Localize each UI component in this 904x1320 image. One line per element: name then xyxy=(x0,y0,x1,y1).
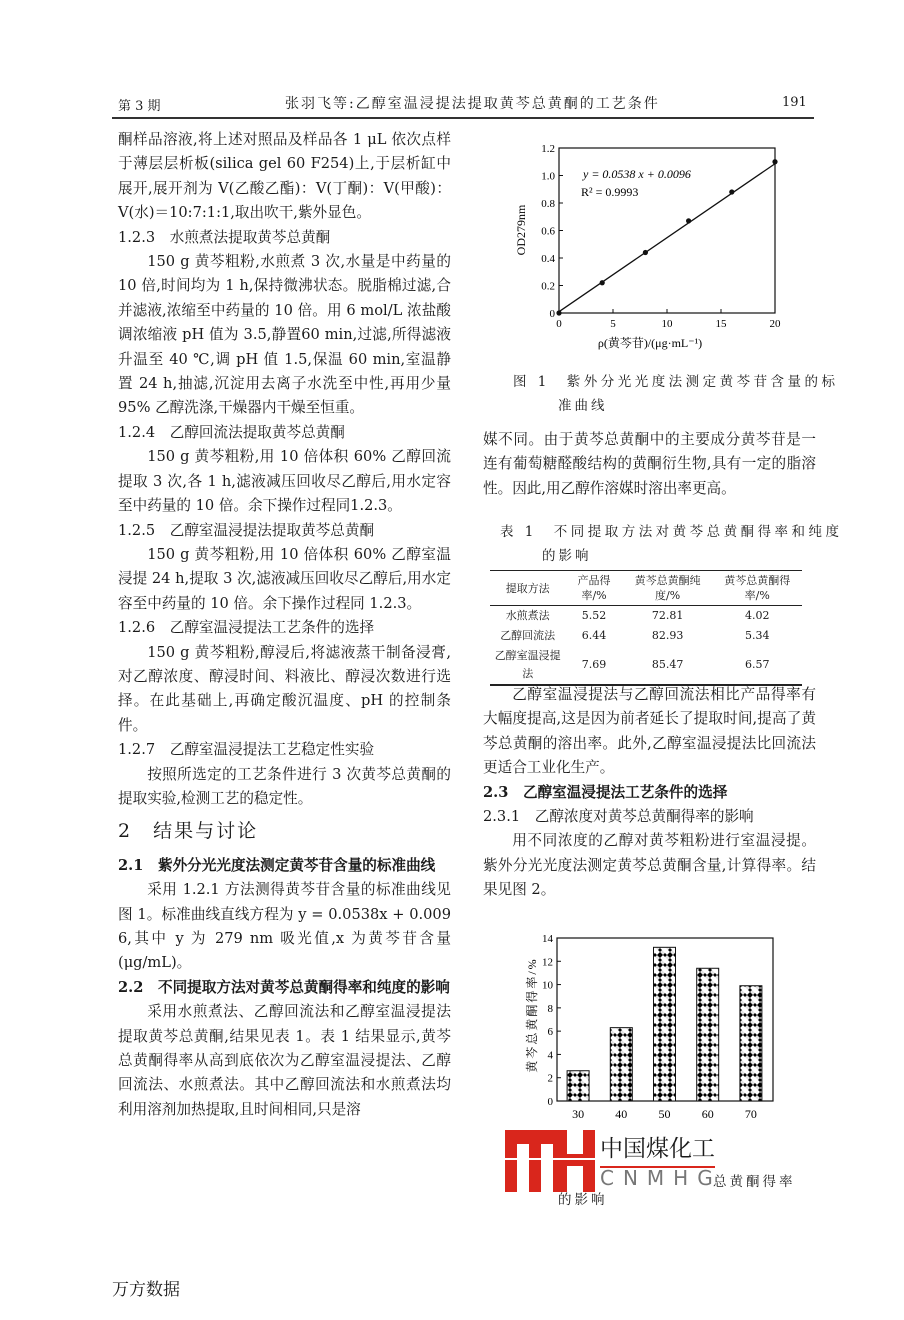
y-tick-label: 10 xyxy=(542,979,553,992)
paragraph: 酮样品溶液,将上述对照品及样品各 1 μL 依次点样于薄层层析板(silica gel 60 F254)上,于层析缸中展开,展开剂为 V(乙酸乙酯)：V(丁酮)：V(甲酸)：V(水)＝10:7:1:1,取出吹干,紫外显色。 xyxy=(118,131,451,222)
section-heading: 1.2.4 乙醇回流法提取黄芩总黄酮 xyxy=(118,423,345,441)
paragraph: 150 g 黄芩粗粉,用 10 倍体积 60% 乙醇室温浸提 24 h,提取 3 次,滤液减压回收尽乙醇后,用水定容至中药量的 10 倍。余下操作过程同 1.2.3。 xyxy=(118,545,451,612)
x-tick-label: 60 xyxy=(701,1107,714,1121)
table-1-caption: 表 1 不同提取方法对黄芩总黄酮得率和纯度的影响 xyxy=(500,524,842,564)
table-cell: 乙醇室温浸提法 xyxy=(494,649,561,680)
table-1 xyxy=(490,570,802,686)
x-tick-label: 40 xyxy=(615,1107,628,1121)
section-heading: 1.2.6 乙醇室温浸提法工艺条件的选择 xyxy=(118,619,375,637)
figure-2-chart xyxy=(490,925,800,1125)
bar xyxy=(567,1071,589,1101)
paragraph: 150 g 黄芩粗粉,水煎煮 3 次,水量是中药量的 10 倍,时间均为 1 h,保持微沸状态。脱脂棉过滤,合并滤液,浓缩至中药量的 10 倍。用 6 mol/L 浓盐酸调浓缩液 pH 值为 3.5,静置60 min,过滤,所得滤液升温至 40 ℃,调 pH 值 1.5,保温 60 min,室温静置 24 h,抽滤,沉淀用去离子水洗至中性,再用少量 95% 乙醇洗涤,干燥器内干燥至恒重。 xyxy=(118,253,451,417)
issue-number: 第 3 期 xyxy=(118,99,161,114)
section-heading: 2.2 不同提取方法对黄芩总黄酮得率和纯度的影响 xyxy=(118,978,450,996)
table-cell: 72.81 xyxy=(651,609,684,622)
y-tick-label: 1.2 xyxy=(541,143,555,155)
table-cell: 乙醇回流法 xyxy=(500,629,556,642)
x-tick-label: 50 xyxy=(658,1107,671,1121)
y-axis-label: OD279nm xyxy=(514,204,528,256)
table-cell: 5.52 xyxy=(581,609,607,622)
section-heading: 2.3.1 乙醇浓度对黄芩总黄酮得率的影响 xyxy=(483,808,754,826)
fit-equation: y = 0.0538 x + 0.0096 xyxy=(583,167,691,181)
table-cell: 水煎煮法 xyxy=(505,609,550,622)
table-cell: 7.69 xyxy=(581,658,607,671)
table-row xyxy=(490,626,802,646)
right-column xyxy=(483,428,816,501)
table-header: 产品得率/% xyxy=(577,574,611,602)
figure-1-caption: 图 1 紫外分光光度法测定黄芩苷含量的标准曲线 xyxy=(513,374,838,414)
y-tick-label: 6 xyxy=(547,1026,553,1039)
section-heading: 2.1 紫外分光光度法测定黄芩苷含量的标准曲线 xyxy=(118,856,436,874)
y-tick-label: 0 xyxy=(547,1096,553,1108)
section-heading: 1.2.7 乙醇室温浸提法工艺稳定性实验 xyxy=(118,741,375,759)
table-row xyxy=(490,646,802,685)
paragraph: 媒不同。由于黄芩总黄酮中的主要成分黄芩苷是一连有葡萄糖醛酸结构的黄酮衍生物,具有一定的脂溶性。因此,用乙醇作溶媒时溶出率更高。 xyxy=(483,431,816,497)
bar xyxy=(610,1028,632,1101)
y-tick-label: 0.6 xyxy=(541,225,555,238)
section-heading: 2.3 乙醇室温浸提法工艺条件的选择 xyxy=(483,783,728,801)
x-tick-label: 5 xyxy=(610,318,616,330)
bar xyxy=(697,968,719,1101)
section-heading: 1.2.5 乙醇室温浸提法提取黄芩总黄酮 xyxy=(118,521,375,539)
table-cell: 5.34 xyxy=(744,629,770,642)
bar xyxy=(654,947,676,1101)
paragraph: 采用 1.2.1 方法测得黄芩苷含量的标准曲线见图 1。标准曲线直线方程为 y = 0.0538x + 0.009 6,其中 y 为 279 nm 吸光值,x 为黄芩苷含量(μg/mL)。 xyxy=(118,881,451,972)
y-tick-label: 4 xyxy=(547,1049,553,1062)
data-point xyxy=(772,159,777,164)
cnmhg-logo-icon xyxy=(505,1130,595,1196)
data-point xyxy=(600,280,605,285)
figure-2-caption-fragment: 总黄酮得率 xyxy=(713,1174,796,1190)
bar xyxy=(740,986,762,1101)
section-heading: 1.2.3 水煎煮法提取黄芩总黄酮 xyxy=(118,228,331,246)
data-point xyxy=(729,189,734,194)
y-tick-label: 12 xyxy=(542,956,553,969)
y-tick-label: 0 xyxy=(549,308,555,320)
x-tick-label: 15 xyxy=(715,318,727,330)
left-column xyxy=(118,128,451,1122)
footer-source: 万方数据 xyxy=(112,1280,180,1300)
data-point xyxy=(643,250,648,255)
y-tick-label: 2 xyxy=(547,1072,553,1085)
watermark-en: CNMHG xyxy=(600,1166,722,1190)
x-axis-label: ρ(黄芩苷)/(μg·mL⁻¹) xyxy=(597,336,703,350)
table-cell: 6.44 xyxy=(581,629,607,642)
y-axis-label: 黄芩总黄酮得率/% xyxy=(525,957,539,1073)
y-tick-label: 0.4 xyxy=(541,253,555,265)
paragraph: 150 g 黄芩粗粉,用 10 倍体积 60% 乙醇回流提取 3 次,各 1 h,滤液减压回收尽乙醇后,用水定容至中药量的 10 倍。余下操作过程同1.2.3。 xyxy=(118,448,451,515)
x-tick-label: 70 xyxy=(744,1107,757,1121)
running-title: 张羽飞等:乙醇室温浸提法提取黄芩总黄酮的工艺条件 xyxy=(285,96,660,112)
r-squared: R² = 0.9993 xyxy=(581,185,639,199)
table-header: 提取方法 xyxy=(505,581,550,595)
section-title: 2 结果与讨论 xyxy=(118,820,259,843)
table-header: 黄芩总黄酮纯度/% xyxy=(634,574,701,602)
table-cell: 6.57 xyxy=(744,658,770,671)
paragraph: 按照所选定的工艺条件进行 3 次黄芩总黄酮的提取实验,检测工艺的稳定性。 xyxy=(118,765,451,807)
data-point xyxy=(556,310,561,315)
watermark-cn: 中国煤化工 xyxy=(600,1130,715,1168)
y-tick-label: 0.8 xyxy=(541,198,555,210)
right-column-cont xyxy=(483,683,816,903)
page-number: 191 xyxy=(782,95,807,110)
table-row xyxy=(490,606,802,627)
table-cell: 4.02 xyxy=(744,609,770,622)
table-cell: 82.93 xyxy=(651,629,684,642)
figure-2-caption-fragment: 的影响 xyxy=(558,1192,608,1208)
table-cell: 85.47 xyxy=(651,658,684,671)
header-rule xyxy=(112,117,814,119)
data-point xyxy=(686,218,691,223)
x-tick-label: 10 xyxy=(661,318,673,330)
x-tick-label: 0 xyxy=(556,318,562,330)
figure-1-chart xyxy=(490,135,810,355)
paragraph: 用不同浓度的乙醇对黄芩粗粉进行室温浸提。紫外分光光度法测定黄芩总黄酮含量,计算得率。结果见图 2。 xyxy=(483,832,816,899)
x-tick-label: 30 xyxy=(572,1107,585,1121)
paragraph: 采用水煎煮法、乙醇回流法和乙醇室温浸提法提取黄芩总黄酮,结果见表 1。表 1 结果显示,黄芩总黄酮得率从高到底依次为乙醇室温浸提法、乙醇回流法、水煎煮法。其中乙醇回流法和水煎煮法均利用溶剂加热提取,且时间相同,只是溶 xyxy=(118,1003,451,1118)
table-header: 黄芩总黄酮得率/% xyxy=(724,574,791,602)
y-tick-label: 1.0 xyxy=(541,170,555,183)
y-tick-label: 0.2 xyxy=(541,280,555,293)
y-tick-label: 14 xyxy=(542,933,553,945)
paragraph: 乙醇室温浸提法与乙醇回流法相比产品得率有大幅度提高,这是因为前者延长了提取时间,提高了黄芩总黄酮的溶出率。此外,乙醇室温浸提法比回流法更适合工业化生产。 xyxy=(483,686,816,777)
watermark-logo xyxy=(505,1130,805,1200)
x-tick-label: 20 xyxy=(769,318,781,330)
paragraph: 150 g 黄芩粗粉,醇浸后,将滤液蒸干制备浸膏,对乙醇浓度、醇浸时间、料液比、醇浸次数进行选择。在此基础上,再确定酸沉温度、pH 的控制条件。 xyxy=(118,643,451,734)
y-tick-label: 8 xyxy=(547,1002,553,1015)
